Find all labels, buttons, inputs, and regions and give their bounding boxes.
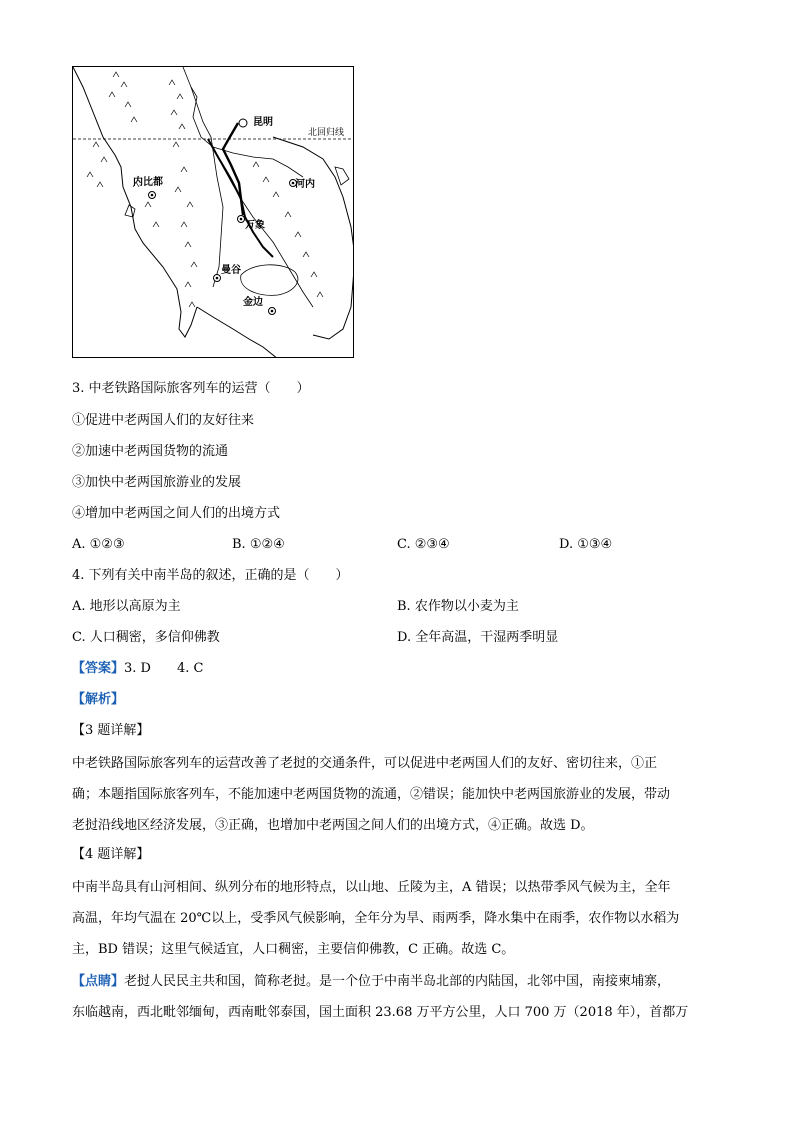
detail4-paragraph	[72, 872, 722, 965]
detail4-title: 【4 题详解】	[72, 847, 150, 862]
q3-option-d: D. ①③④	[559, 537, 613, 552]
analysis-label: 【解析】	[72, 692, 125, 707]
q3-item-3: ③加快中老两国旅游业的发展	[72, 475, 242, 490]
q3-item-2: ②加速中老两国货物的流通	[72, 444, 229, 459]
border-thai-west	[191, 87, 223, 287]
detail3-paragraph	[72, 748, 722, 841]
label-hanoi: 河内	[295, 179, 315, 190]
analysis-line	[72, 691, 124, 709]
coast-west	[73, 67, 197, 337]
tip-line-2: 东临越南，西北毗邻缅甸，西南毗邻泰国，国土面积 23.68 万平方公里，人口 700 万（2018 年），首都万	[72, 1005, 689, 1020]
q3-option-b: B. ①②④	[232, 537, 285, 552]
q4-option-c: C. 人口稠密，多信仰佛教	[72, 630, 220, 645]
detail3-line-1: 中老铁路国际旅客列车的运营改善了老挝的交通条件，可以促进中老两国人们的友好、密切往来，①正	[72, 756, 658, 771]
answer-text: 3. D 4. C	[124, 661, 204, 676]
detail3-line-3: 老挝沿线地区经济发展，③正确，也增加中老两国之间人们的出境方式，④正确。故选 D。	[72, 818, 594, 833]
tip-label: 【点睛】	[72, 974, 125, 989]
label-tropic: 北回归线	[308, 128, 345, 138]
q4-option-d: D. 全年高温，干湿两季明显	[397, 630, 559, 645]
q4-stem: 4. 下列有关中南半岛的叙述，正确的是（ ）	[72, 568, 349, 583]
q3-item-4: ④增加中老两国之间人们的出境方式	[72, 506, 281, 521]
coast-east	[273, 137, 354, 339]
kunming-marker	[239, 119, 247, 127]
detail4-line-1: 中南半岛具有山河相间、纵列分布的地形特点，以山地、丘陵为主，A 错误；以热带季风气候为主，全年	[72, 880, 671, 895]
label-phnompenh: 金边	[243, 297, 263, 308]
detail3-title: 【3 题详解】	[72, 723, 150, 738]
detail3-line-2: 确；本题指国际旅客列车，不能加速中老两国货物的流通，②错误；能加快中老两国旅游业的发展，带动	[72, 787, 671, 802]
label-vientiane: 万象	[245, 220, 265, 231]
detail4-line-2: 高温，年均气温在 20℃以上，受季风气候影响，全年分为旱、雨两季，降水集中在雨季，农作物以水稻为	[72, 911, 680, 926]
q3-item-1: ①促进中老两国人们的友好往来	[72, 413, 255, 428]
q4-option-a: A. 地形以高原为主	[72, 599, 181, 614]
mountain-marks	[87, 72, 323, 307]
detail4-line-3: 主，BD 错误；这里气候适宜，人口稠密，主要信仰佛教，C 正确。故选 C。	[72, 942, 515, 957]
indochina-map	[73, 67, 354, 358]
gulf-coast	[197, 307, 278, 358]
tip-paragraph	[72, 966, 722, 1028]
tip-line-1	[72, 966, 722, 997]
answer-label: 【答案】	[72, 661, 125, 676]
label-naypyidaw: 内比都	[133, 177, 163, 188]
q3-option-c: C. ②③④	[397, 537, 450, 552]
map-figure	[72, 66, 354, 358]
label-kunming: 昆明	[253, 117, 273, 128]
q3-option-a: A. ①②③	[72, 537, 125, 552]
tip-line-1-text: 老挝人民民主共和国，简称老挝。是一个位于中南半岛北部的内陆国，北邻中国，南接柬埔寨，	[124, 974, 671, 989]
q3-stem: 3. 中老铁路国际旅客列车的运营（ ）	[72, 381, 310, 396]
answer-line	[72, 660, 203, 678]
label-bangkok: 曼谷	[221, 265, 241, 276]
q4-option-b: B. 农作物以小麦为主	[397, 599, 519, 614]
